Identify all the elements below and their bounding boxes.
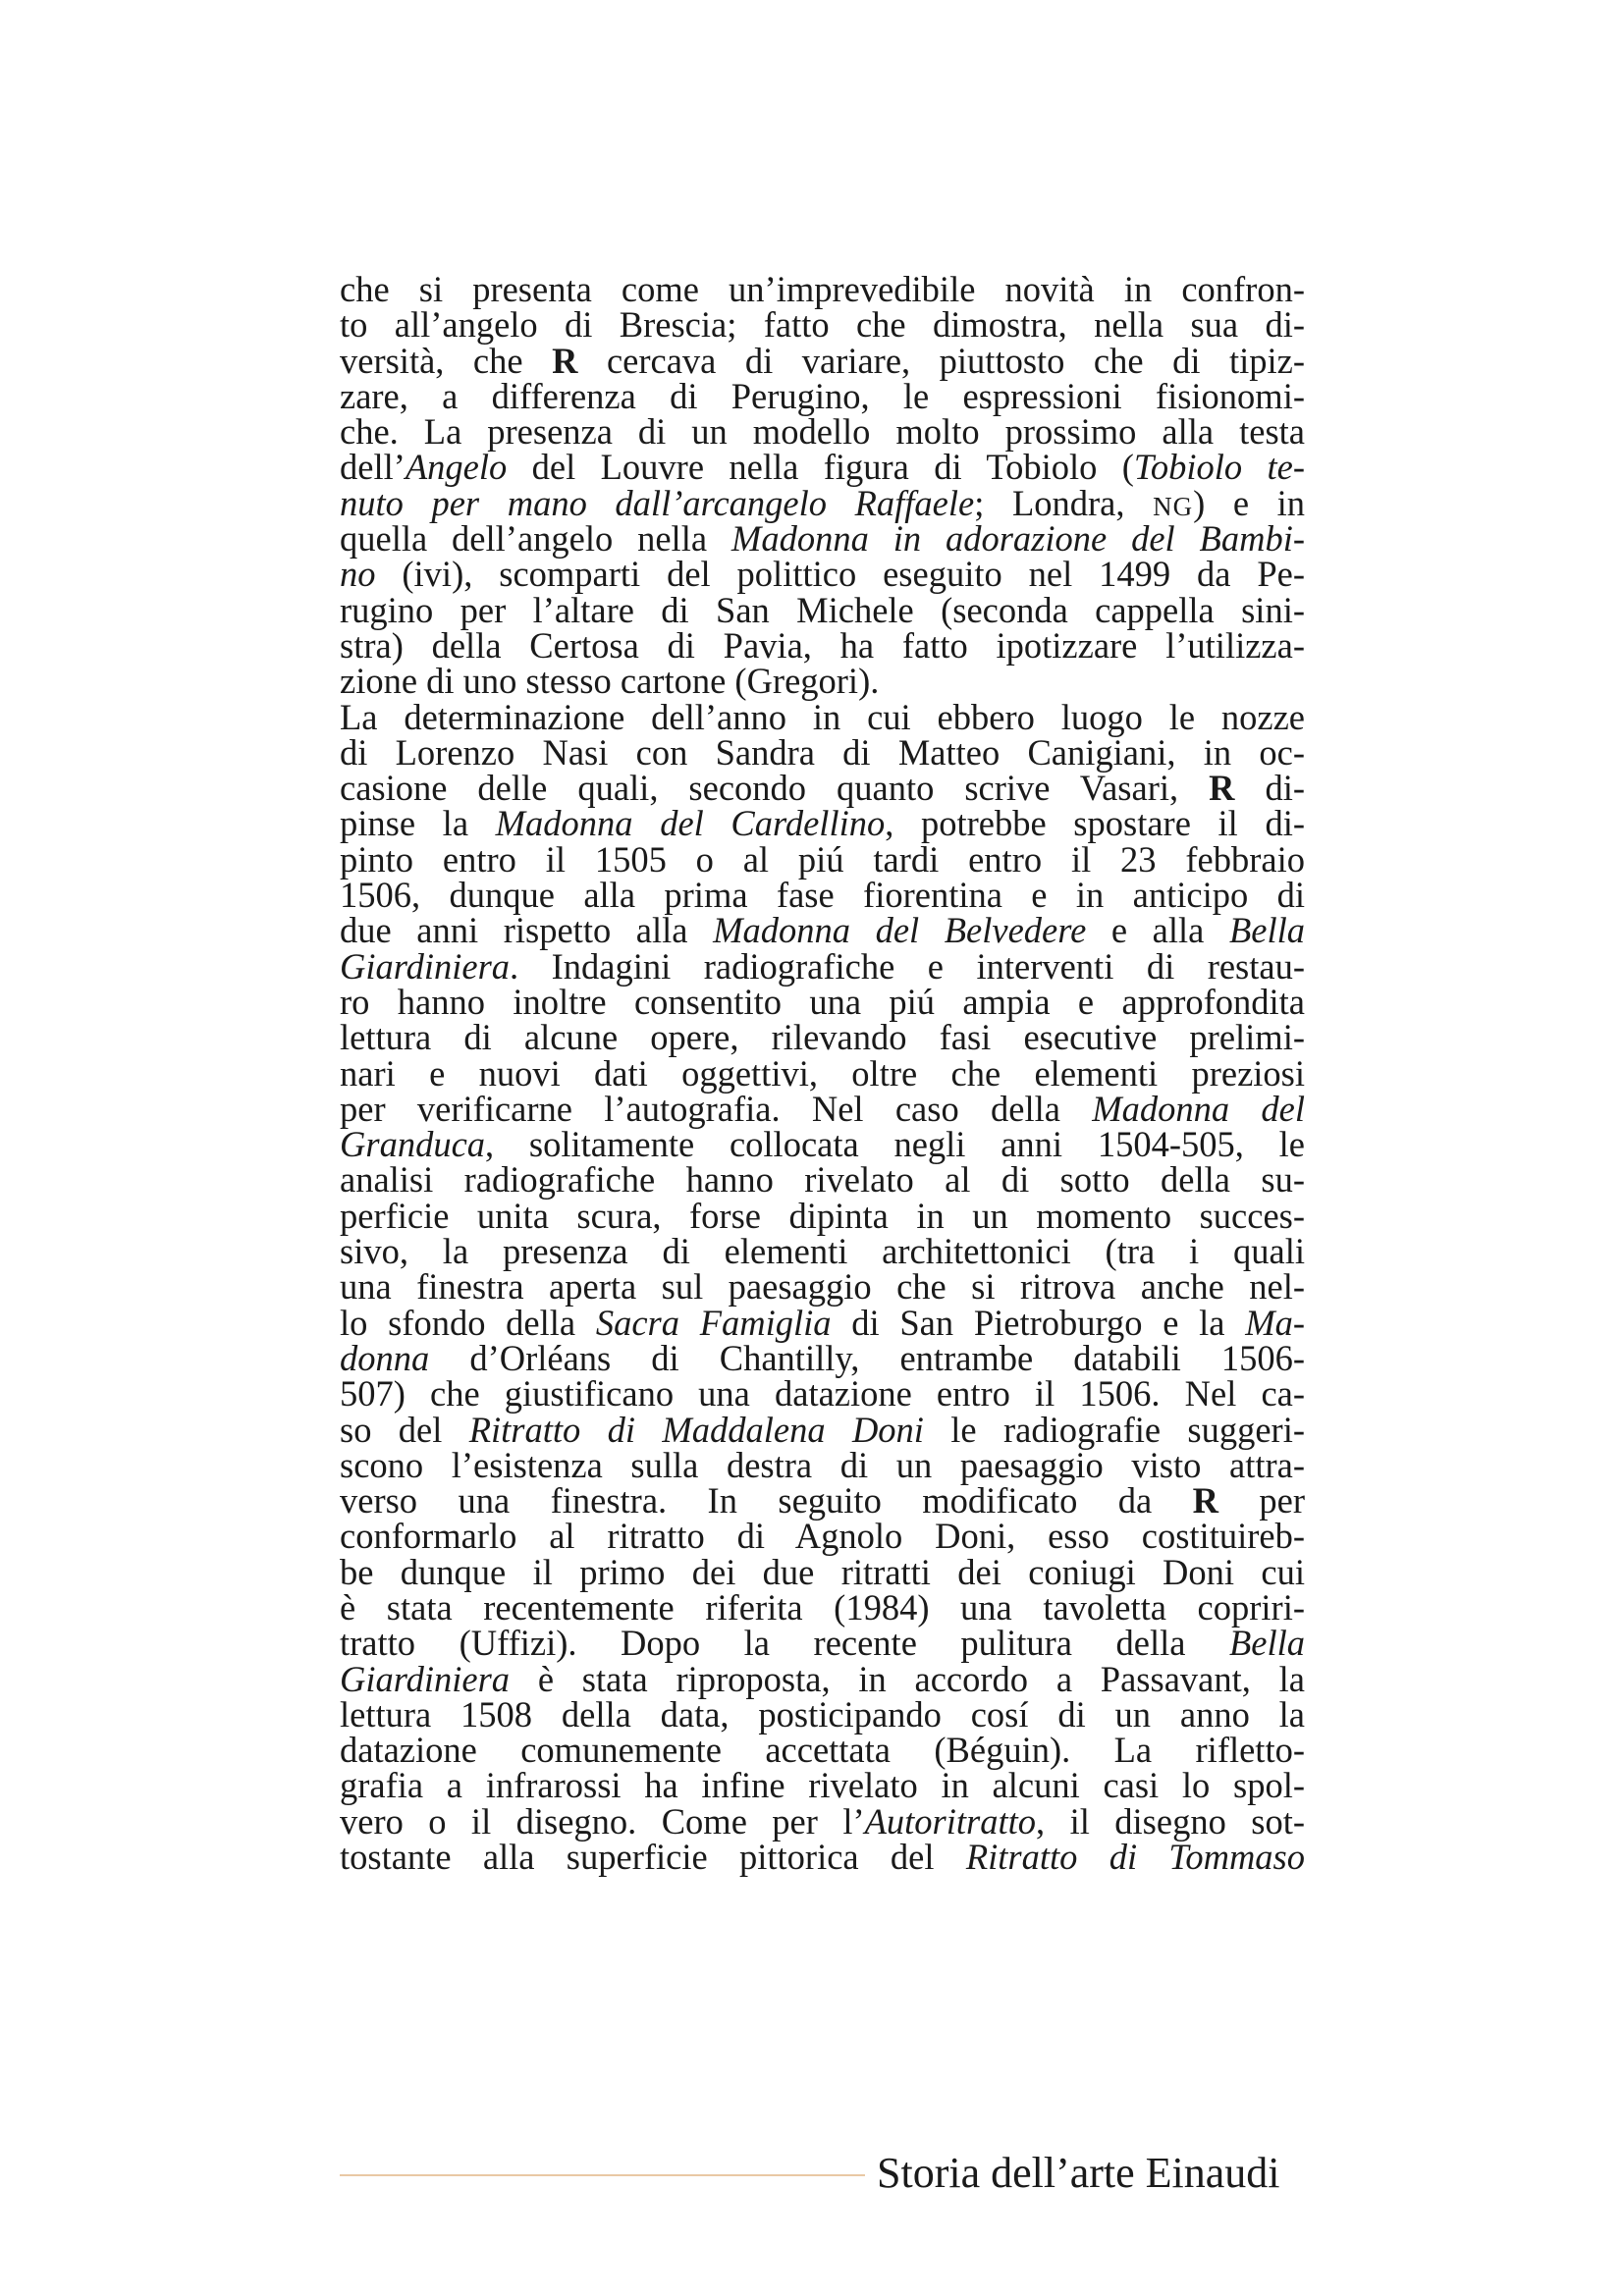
text-run: , solitamente collocata negli anni 1504-505, le — [485, 1124, 1305, 1165]
text-run: pinto entro il 1505 o al piú tardi entro il 23 febbraio — [340, 838, 1305, 880]
text-run: vero o il disegno. Come per l’ — [340, 1800, 865, 1842]
bold-initial: R — [1209, 768, 1235, 809]
text-line — [340, 768, 1306, 809]
italic-title: Madonna in adorazione del Bambi- — [730, 518, 1306, 560]
text-line — [340, 1551, 1305, 1592]
text-run: tratto (Uffizi). Dopo la recente pulitura della — [340, 1623, 1229, 1664]
text-run: e alla — [1086, 910, 1229, 951]
text-line — [340, 1017, 1305, 1058]
text-line — [340, 1302, 1305, 1343]
text-run: cercava di variare, piuttosto che di tipiz- — [577, 340, 1305, 381]
text-line — [340, 1800, 1305, 1842]
italic-title: Giardiniera — [340, 1658, 511, 1699]
text-run: conformarlo al ritratto di Agnolo Doni, esso costituireb- — [340, 1516, 1305, 1557]
text-run: grafia a infrarossi ha infine rivelato in alcuni casi lo spol- — [340, 1765, 1305, 1806]
italic-title: Tobiolo te- — [1133, 447, 1305, 488]
text-line — [340, 1516, 1305, 1557]
text-line — [340, 696, 1305, 737]
text-line — [340, 1658, 1305, 1699]
text-line — [340, 661, 1305, 702]
text-run: versità, che — [340, 340, 553, 381]
text-run: che si presenta come un’imprevedibile novità in confron- — [340, 269, 1305, 309]
text-run: è stata recentemente riferita (1984) una tavoletta copriri- — [340, 1586, 1305, 1628]
italic-title: Madonna del — [1092, 1088, 1305, 1129]
text-line — [340, 554, 1305, 595]
text-line — [340, 945, 1305, 987]
text-line — [340, 1444, 1305, 1485]
text-run: verso una finestra. In seguito modificato da — [340, 1480, 1193, 1522]
text-run: 1506, dunque alla prima fase fiorentina e in anticipo di — [340, 875, 1305, 916]
bold-initial: R — [552, 340, 578, 381]
text-line — [340, 1480, 1305, 1522]
text-line — [340, 1337, 1305, 1378]
text-run: lettura 1508 della data, posticipando cosí di un anno la — [340, 1693, 1305, 1735]
text-line — [340, 838, 1305, 880]
italic-title: Granduca — [340, 1124, 486, 1165]
text-line — [340, 1266, 1305, 1308]
italic-title: Madonna del Cardellino — [495, 803, 886, 844]
text-run: zione di uno stesso cartone (Gregori). — [340, 661, 880, 702]
italic-title: nuto per mano dall’arcangelo Raffaele — [340, 482, 975, 523]
text-run: lo sfondo della — [340, 1302, 596, 1343]
text-line — [340, 1765, 1305, 1806]
small-caps-abbrev: NG — [1153, 491, 1194, 521]
text-line — [340, 1693, 1305, 1735]
text-run: scono l’esistenza sulla destra di un paesaggio visto attra- — [340, 1444, 1305, 1485]
text-line — [340, 1052, 1305, 1094]
text-line — [340, 447, 1305, 488]
text-run: La determinazione dell’anno in cui ebbero luogo le nozze — [340, 696, 1305, 737]
text-run: datazione comunemente accettata (Béguin). La rifletto- — [340, 1730, 1305, 1771]
text-line — [340, 340, 1305, 381]
text-run: d’Orléans di Chantilly, entrambe databili 1506- — [429, 1337, 1305, 1378]
italic-title: Angelo — [405, 447, 508, 488]
text-run: di San Pietroburgo e la — [831, 1302, 1246, 1343]
text-line — [340, 624, 1305, 666]
text-run: analisi radiografiche hanno rivelato al di sotto della su- — [340, 1159, 1305, 1201]
text-line — [340, 981, 1305, 1022]
text-run: tostante alla superficie pittorica del — [340, 1837, 966, 1878]
text-run: è stata riproposta, in accordo a Passavant, la — [510, 1658, 1305, 1699]
text-run: due anni rispetto alla — [340, 910, 714, 951]
text-run: di- — [1234, 768, 1306, 809]
text-line — [340, 1409, 1306, 1450]
text-line — [340, 803, 1305, 844]
text-run: zare, a differenza di Perugino, le espressioni fisionomi- — [340, 375, 1305, 416]
footer-rule — [340, 2174, 865, 2176]
text-line — [340, 518, 1306, 560]
footer-title: Storia dell’arte Einaudi — [877, 2149, 1280, 2197]
text-run: be dunque il primo dei due ritratti dei coniugi Doni cui — [340, 1551, 1305, 1592]
text-line — [340, 1623, 1305, 1664]
text-run: 507) che giustificano una datazione entro il 1506. Nel ca- — [340, 1373, 1305, 1415]
italic-title: Ritratto di Tommaso — [965, 1837, 1306, 1878]
text-line — [340, 731, 1305, 773]
italic-title: Bella — [1228, 1623, 1305, 1664]
text-line — [340, 1586, 1305, 1628]
text-line — [340, 482, 1306, 523]
italic-title: Bella — [1228, 910, 1305, 951]
text-line — [340, 269, 1305, 309]
text-run: to all’angelo di Brescia; fatto che dimostra, nella sua di- — [340, 304, 1305, 346]
text-line — [340, 1124, 1305, 1165]
text-run: quella dell’angelo nella — [340, 518, 731, 560]
text-line — [340, 1195, 1305, 1236]
text-run: le radiografie suggeri- — [923, 1409, 1306, 1450]
italic-title: no — [340, 554, 376, 595]
text-run: stra) della Certosa di Pavia, ha fatto ipotizzare l’utilizza- — [340, 624, 1305, 666]
text-run: di Lorenzo Nasi con Sandra di Matteo Canigiani, in oc- — [340, 731, 1305, 773]
italic-title: Autoritratto — [864, 1800, 1037, 1842]
text-run: casione delle quali, secondo quanto scrive Vasari, — [340, 768, 1210, 809]
text-line — [340, 304, 1305, 346]
text-run: , il disegno sot- — [1036, 1800, 1305, 1842]
text-line — [340, 1231, 1305, 1272]
text-run: per verificarne l’autografia. Nel caso della — [340, 1088, 1093, 1129]
text-line — [340, 1088, 1305, 1129]
text-line — [340, 1159, 1305, 1201]
text-run: perficie unita scura, forse dipinta in un momento succes- — [340, 1195, 1305, 1236]
text-run: sivo, la presenza di elementi architettonici (tra i quali — [340, 1231, 1305, 1272]
text-run: per — [1217, 1480, 1305, 1522]
text-run: pinse la — [340, 803, 496, 844]
text-run: nari e nuovi dati oggettivi, oltre che elementi preziosi — [340, 1052, 1305, 1094]
text-line — [340, 910, 1305, 951]
text-line — [340, 1730, 1305, 1771]
italic-title: Madonna del Belvedere — [713, 910, 1087, 951]
text-run: ro hanno inoltre consentito una piú ampia e approfondita — [340, 981, 1305, 1022]
text-line — [340, 411, 1305, 453]
text-line — [340, 1837, 1306, 1878]
text-run: lettura di alcune opere, rilevando fasi esecutive prelimi- — [340, 1017, 1305, 1058]
italic-title: Ma- — [1245, 1302, 1305, 1343]
text-run: ; Londra, — [974, 482, 1154, 523]
bold-initial: R — [1192, 1480, 1218, 1522]
italic-title: Sacra Famiglia — [595, 1302, 832, 1343]
text-line — [340, 1373, 1305, 1415]
text-line — [340, 375, 1305, 416]
italic-title: Ritratto di Maddalena Doni — [468, 1409, 924, 1450]
text-run: . Indagini radiografiche e interventi di restau- — [510, 945, 1305, 987]
italic-title: donna — [340, 1337, 430, 1378]
text-line — [340, 589, 1305, 630]
text-run: del Louvre nella figura di Tobiolo ( — [507, 447, 1134, 488]
text-run: dell’ — [340, 447, 406, 488]
text-run: una finestra aperta sul paesaggio che si ritrova anche nel- — [340, 1266, 1305, 1308]
text-run: rugino per l’altare di San Michele (seconda cappella sini- — [340, 589, 1305, 630]
text-line — [340, 875, 1305, 916]
text-run: ) e in — [1193, 482, 1306, 523]
text-run: che. La presenza di un modello molto prossimo alla testa — [340, 411, 1305, 453]
text-run: (ivi), scomparti del polittico eseguito nel 1499 da Pe- — [375, 554, 1305, 595]
text-run: , potrebbe spostare il di- — [885, 803, 1305, 844]
text-run: so del — [340, 1409, 469, 1450]
body-text — [340, 269, 1306, 1878]
italic-title: Giardiniera — [340, 945, 511, 987]
